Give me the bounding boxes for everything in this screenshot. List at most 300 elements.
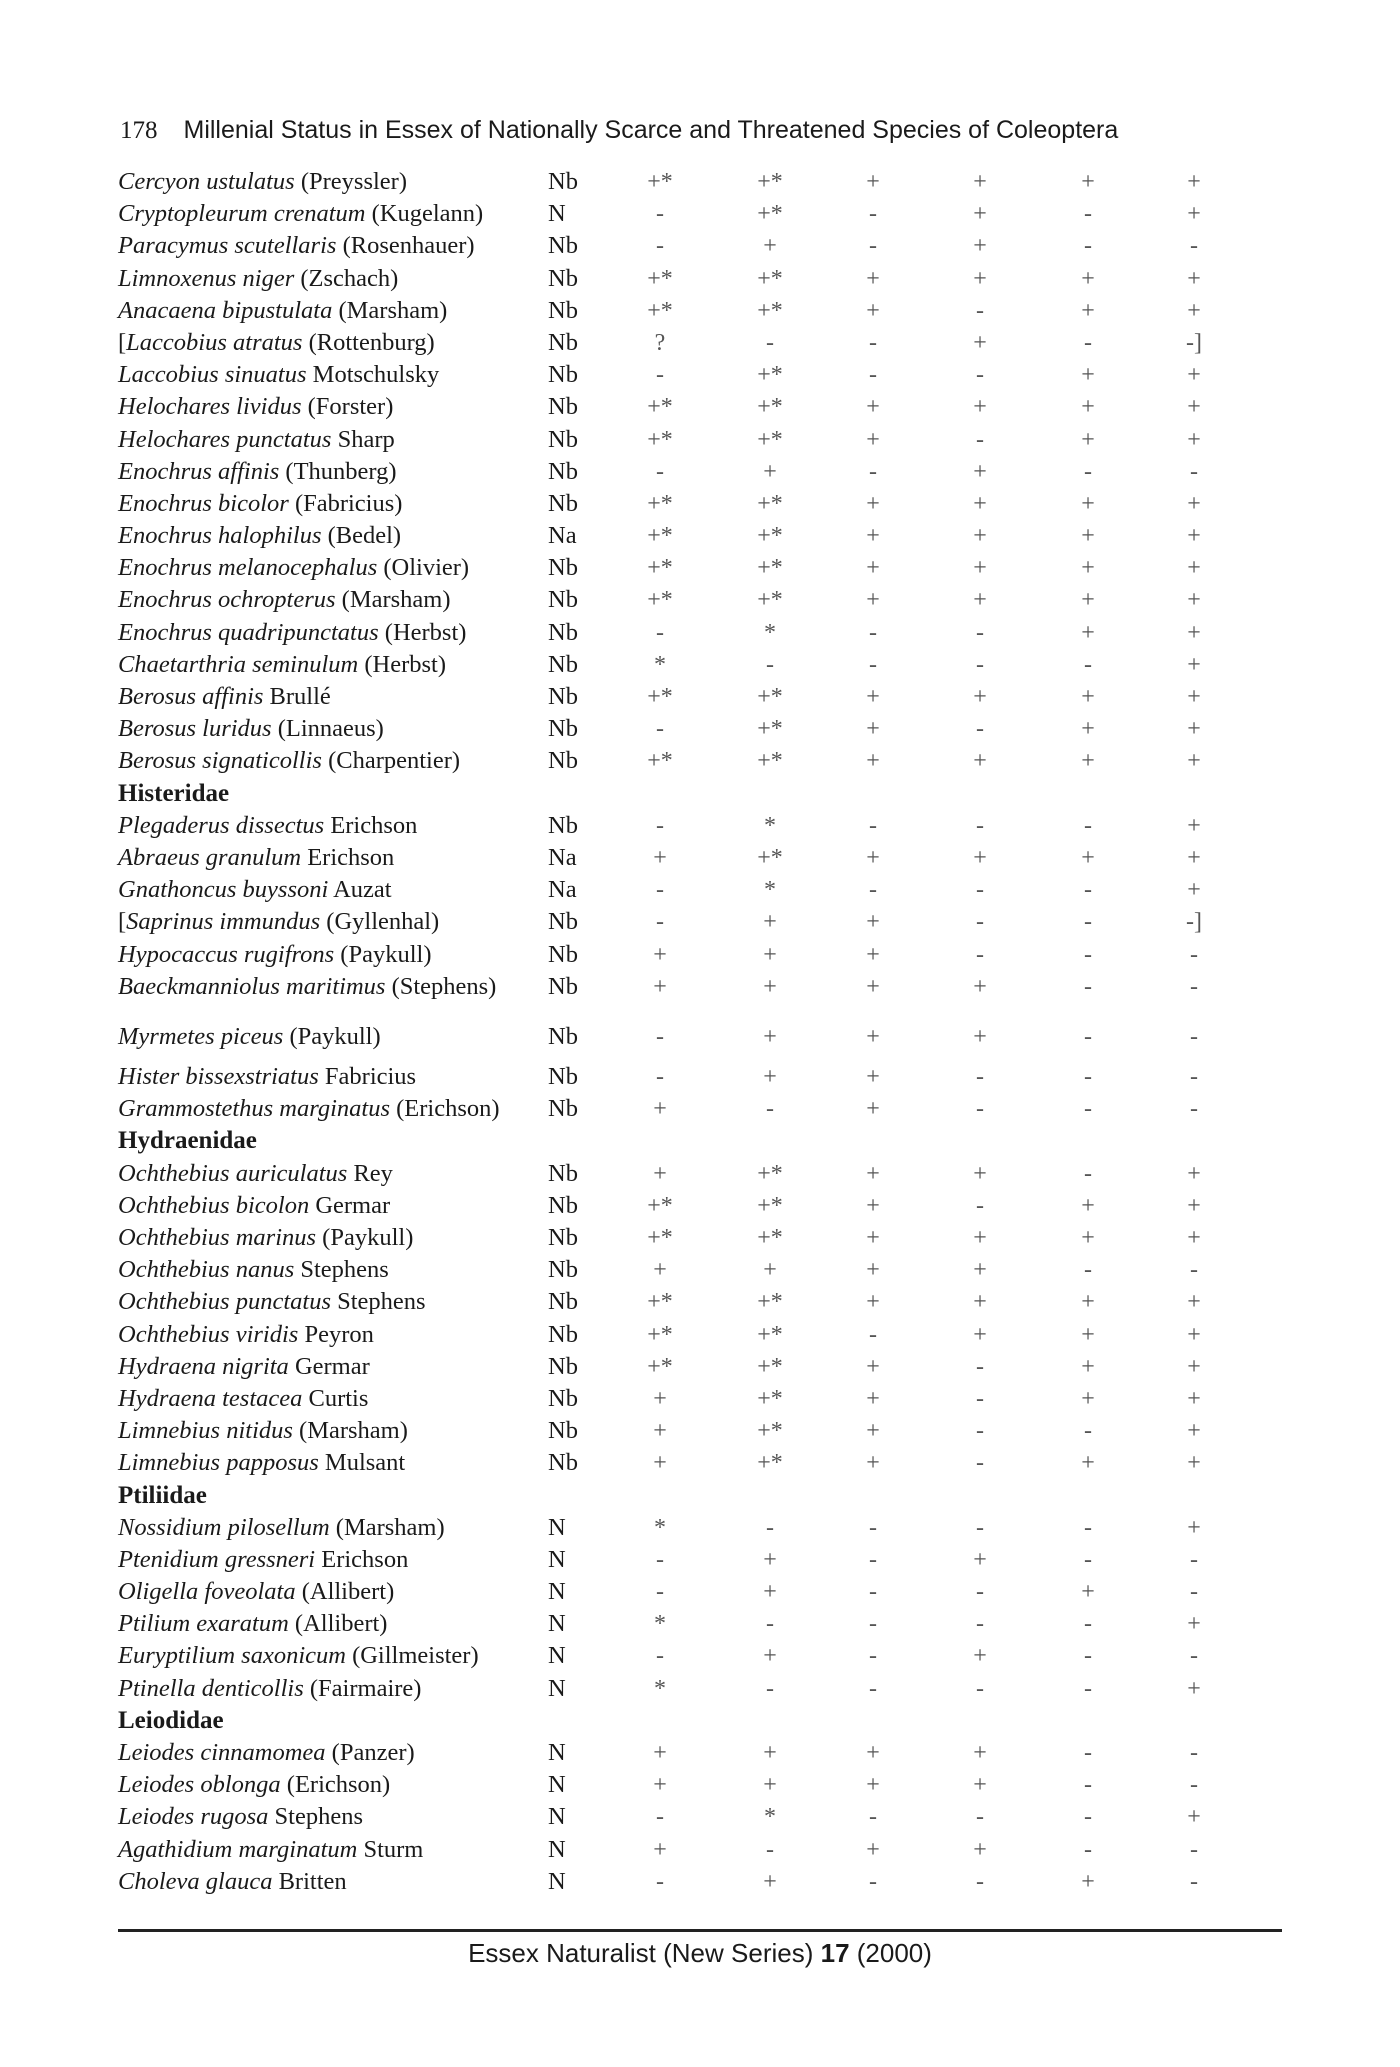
species-row	[118, 488, 1268, 520]
record-cell-col5: +	[1081, 1225, 1095, 1251]
record-cell-col1: +	[653, 1385, 667, 1412]
record-cell-col3: +	[866, 716, 880, 743]
status-code: N	[548, 1739, 566, 1766]
record-cell-col4: +	[973, 1023, 987, 1050]
status-code: Nb	[548, 1256, 578, 1284]
status-code: Nb	[548, 650, 578, 678]
status-code: Nb	[548, 1288, 578, 1316]
record-cell-col3: +	[866, 555, 880, 582]
status-code: Nb	[548, 554, 578, 582]
record-cell-col3: -	[869, 233, 877, 260]
record-cell-col1: +	[653, 1450, 667, 1477]
record-cell-col2: +*	[757, 201, 783, 228]
species-binomial: Hister bissexstriatus	[118, 1063, 319, 1091]
species-name	[118, 1640, 479, 1672]
record-cell-col1: +	[653, 1096, 667, 1123]
record-cell-col5: +	[1081, 1192, 1095, 1219]
species-author: (Marsham)	[332, 296, 448, 324]
species-author: (Herbst)	[358, 650, 447, 678]
record-cell-col6: +	[1187, 619, 1201, 646]
record-cell-col5: -	[1084, 1772, 1092, 1799]
status-code: Nb	[548, 1384, 578, 1412]
record-cell-col3: -	[869, 1546, 877, 1573]
record-cell-col3: -	[869, 1643, 877, 1670]
species-name	[118, 745, 460, 777]
species-name	[118, 1319, 374, 1351]
species-row	[118, 906, 1268, 938]
record-cell-col4: -	[976, 1514, 984, 1541]
status-code: Nb	[548, 489, 578, 517]
species-binomial: Laccobius sinuatus	[118, 361, 307, 389]
record-cell-col3: +	[866, 748, 880, 775]
species-binomial: Helochares punctatus	[118, 425, 332, 453]
record-cell-col5: -	[1084, 1804, 1092, 1831]
record-cell-col3: -	[869, 1514, 877, 1541]
record-cell-col2: -	[766, 1514, 774, 1541]
species-author: Stephens	[331, 1288, 426, 1316]
species-author: (Panzer)	[325, 1739, 415, 1766]
record-cell-col6: +	[1187, 1353, 1201, 1380]
record-cell-col4: -	[976, 1096, 984, 1123]
record-cell-col6: -	[1190, 1740, 1198, 1766]
record-cell-col4: -	[976, 651, 984, 678]
family-heading-row	[118, 1125, 1268, 1157]
record-cell-col1: -	[656, 201, 664, 228]
status-code: N	[548, 1513, 566, 1541]
species-binomial: Anacaena bipustulata	[118, 296, 333, 324]
species-row	[118, 939, 1268, 971]
record-cell-col6: +	[1187, 169, 1201, 195]
record-cell-col6: -	[1190, 1579, 1198, 1606]
species-row	[118, 1351, 1268, 1383]
species-binomial: Leiodes cinnamomea	[118, 1739, 326, 1766]
record-cell-col1: -	[656, 812, 664, 839]
record-cell-col5: +	[1081, 748, 1095, 775]
species-name	[118, 295, 447, 327]
species-author: (Erichson)	[280, 1771, 391, 1799]
species-name	[118, 327, 435, 359]
record-cell-col4: +	[973, 169, 987, 195]
record-cell-col3: -	[869, 362, 877, 389]
record-cell-col1: *	[654, 651, 666, 678]
record-cell-col3: +	[866, 941, 880, 968]
species-row	[118, 1608, 1268, 1640]
footer-journal: Essex Naturalist (New Series)	[468, 1938, 814, 1968]
species-author: (Herbst)	[378, 618, 467, 646]
record-cell-col1: +*	[647, 426, 673, 453]
record-cell-col3: +	[866, 1192, 880, 1219]
species-row	[118, 1222, 1268, 1254]
status-code: N	[548, 1545, 566, 1573]
species-name	[118, 1608, 387, 1640]
record-cell-col4: +	[973, 1740, 987, 1766]
species-binomial: Ptenidium gressneri	[118, 1545, 316, 1573]
record-cell-col5: -	[1084, 812, 1092, 839]
record-cell-col4: -	[976, 1418, 984, 1445]
species-author: (Rottenburg)	[302, 328, 435, 356]
record-cell-col6: +	[1187, 297, 1201, 324]
species-binomial: Enochrus ochropterus	[118, 586, 336, 614]
species-binomial: Plegaderus dissectus	[118, 811, 325, 839]
record-cell-col3: -	[869, 1675, 877, 1702]
record-cell-col1: +	[653, 973, 667, 1000]
species-name	[118, 1673, 421, 1705]
record-cell-col6: +	[1187, 1804, 1201, 1831]
record-cell-col2: +	[763, 1257, 777, 1284]
species-author: (Preyssler)	[294, 168, 407, 195]
species-name	[118, 713, 384, 745]
species-binomial: Helochares lividus	[118, 393, 302, 421]
record-cell-col3: -	[869, 1611, 877, 1638]
species-binomial: Grammostethus marginatus	[118, 1095, 391, 1123]
species-binomial: Leiodes oblonga	[118, 1771, 281, 1799]
record-cell-col3: +	[866, 684, 880, 710]
record-cell-col4: -	[976, 1385, 984, 1412]
record-cell-col3: +	[866, 1064, 880, 1091]
record-cell-col1: +*	[647, 265, 673, 292]
record-cell-col4: +	[973, 1225, 987, 1251]
species-author: Motschulsky	[306, 361, 440, 389]
record-cell-col6: +	[1187, 651, 1201, 678]
species-author: (Charpentier)	[321, 747, 461, 775]
species-binomial: Abraeus granulum	[118, 843, 302, 871]
status-code: N	[548, 1674, 566, 1702]
record-cell-col6: +	[1187, 877, 1201, 904]
species-row	[118, 1576, 1268, 1608]
record-cell-col3: -	[869, 812, 877, 839]
record-cell-col2: +	[763, 941, 777, 968]
record-cell-col3: -	[869, 329, 877, 356]
record-cell-col5: -	[1084, 651, 1092, 678]
record-cell-col2: +	[763, 1772, 777, 1799]
species-name	[118, 1383, 368, 1415]
record-cell-col2: +*	[757, 265, 783, 292]
record-cell-col4: +	[973, 1257, 987, 1284]
species-name	[118, 1512, 445, 1544]
record-cell-col4: +	[973, 523, 987, 550]
species-author: (Marsham)	[329, 1513, 445, 1541]
species-author: (Zschach)	[294, 264, 399, 292]
record-cell-col3: +	[866, 523, 880, 550]
record-cell-col4: -	[976, 1611, 984, 1638]
record-cell-col3: -	[869, 877, 877, 904]
species-binomial: Cryptopleurum crenatum	[118, 200, 366, 228]
status-code: Nb	[548, 586, 578, 614]
species-row	[118, 198, 1268, 230]
species-row	[118, 1737, 1268, 1769]
species-name	[118, 1769, 390, 1801]
record-cell-col5: +	[1081, 619, 1095, 646]
record-cell-col1: +*	[647, 555, 673, 582]
record-cell-col6: +	[1187, 394, 1201, 421]
species-name	[118, 906, 439, 938]
species-name	[118, 1222, 413, 1254]
record-cell-col3: +	[866, 973, 880, 1000]
page-header	[120, 116, 1210, 145]
species-table	[118, 166, 1268, 1898]
species-author: Sharp	[331, 425, 395, 453]
status-code: N	[548, 1578, 566, 1606]
species-name	[118, 520, 401, 552]
record-cell-col3: +	[866, 1353, 880, 1380]
species-author: (Fabricius)	[288, 489, 403, 517]
species-author: Stephens	[268, 1803, 364, 1831]
record-cell-col6: -	[1190, 458, 1198, 485]
species-binomial: Ochthebius nanus	[118, 1256, 295, 1284]
record-cell-col5: +	[1081, 1868, 1095, 1895]
record-cell-col1: +	[653, 941, 667, 968]
species-author: (Kugelann)	[365, 200, 484, 228]
status-code: Nb	[548, 715, 578, 743]
species-row	[118, 1319, 1268, 1351]
species-name	[118, 810, 417, 842]
record-cell-col4: -	[976, 1868, 984, 1895]
species-author: (Fairmaire)	[303, 1674, 422, 1702]
record-cell-col2: +	[763, 1643, 777, 1670]
record-cell-col2: +*	[757, 684, 783, 710]
record-cell-col1: -	[656, 1868, 664, 1895]
record-cell-col2: +*	[757, 1353, 783, 1380]
species-row	[118, 520, 1268, 552]
record-cell-col2: +*	[757, 716, 783, 743]
record-cell-col5: -	[1084, 1257, 1092, 1284]
species-author: (Erichson)	[390, 1095, 500, 1123]
record-cell-col1: -	[656, 1546, 664, 1573]
status-code: Na	[548, 876, 577, 904]
status-code: Nb	[548, 811, 578, 839]
species-row	[118, 810, 1268, 842]
record-cell-col5: -	[1084, 1514, 1092, 1541]
species-row	[118, 681, 1268, 713]
species-row	[118, 1544, 1268, 1576]
species-author: Germar	[309, 1191, 391, 1219]
record-cell-col4: +	[973, 265, 987, 292]
species-author: (Paykull)	[334, 940, 432, 968]
species-name	[118, 1286, 426, 1318]
species-row	[118, 263, 1268, 295]
record-cell-col3: -	[869, 1804, 877, 1831]
record-cell-col6: +	[1187, 201, 1201, 228]
record-cell-col4: -	[976, 426, 984, 453]
record-cell-col3: -	[869, 1321, 877, 1348]
record-cell-col4: -	[976, 1450, 984, 1477]
status-code: Nb	[548, 972, 578, 1000]
record-cell-col2: -	[766, 1096, 774, 1123]
record-cell-col6: +	[1187, 1514, 1201, 1541]
species-author: (Linnaeus)	[271, 715, 384, 743]
record-cell-col3: +	[866, 1418, 880, 1445]
status-code: Nb	[548, 1095, 578, 1123]
status-code: N	[548, 1867, 566, 1895]
species-row	[118, 649, 1268, 681]
status-code: Nb	[548, 1063, 578, 1091]
species-name	[118, 488, 402, 520]
record-cell-col5: +	[1081, 716, 1095, 743]
record-cell-col6: +	[1187, 684, 1201, 710]
species-name	[118, 1021, 381, 1053]
species-row	[118, 391, 1268, 423]
species-row	[118, 1021, 1268, 1053]
record-cell-col5: +	[1081, 169, 1095, 195]
record-cell-col1: +*	[647, 169, 673, 195]
record-cell-col6: -	[1190, 1546, 1198, 1573]
record-cell-col5: +	[1081, 555, 1095, 582]
species-binomial: Myrmetes piceus	[118, 1022, 284, 1050]
record-cell-col5: -	[1084, 458, 1092, 485]
species-name	[118, 1576, 394, 1608]
record-cell-col1: +*	[647, 394, 673, 421]
record-cell-col4: +	[973, 394, 987, 421]
species-binomial: Hydraena testacea	[118, 1384, 303, 1412]
status-code: Nb	[548, 328, 578, 356]
record-cell-col2: +	[763, 233, 777, 260]
species-binomial: Cercyon ustulatus	[118, 168, 295, 195]
species-binomial: Paracymus scutellaris	[118, 232, 337, 260]
record-cell-col1: +	[653, 1772, 667, 1799]
record-cell-col5: +	[1081, 297, 1095, 324]
species-author: (Gillmeister)	[345, 1642, 479, 1670]
status-code: Nb	[548, 940, 578, 968]
species-author: (Allibert)	[288, 1610, 388, 1638]
species-row	[118, 1512, 1268, 1544]
record-cell-col5: -	[1084, 1160, 1092, 1187]
species-author: Mulsant	[318, 1449, 406, 1477]
species-author: Britten	[272, 1867, 347, 1895]
record-cell-col2: +	[763, 1579, 777, 1606]
species-name	[118, 842, 394, 874]
species-binomial: Saprinus immundus	[126, 908, 321, 936]
record-cell-col2: +	[763, 458, 777, 485]
species-row	[118, 1640, 1268, 1672]
species-name	[118, 971, 496, 1003]
status-code: Nb	[548, 747, 578, 775]
status-code: Nb	[548, 232, 578, 260]
record-cell-col1: -	[656, 877, 664, 904]
status-code: N	[548, 200, 566, 228]
record-cell-col5: -	[1084, 1064, 1092, 1091]
record-cell-col6: -	[1190, 1064, 1198, 1091]
record-cell-col3: +	[866, 426, 880, 453]
record-cell-col5: +	[1081, 1450, 1095, 1477]
status-code: Na	[548, 522, 577, 550]
species-binomial: Berosus luridus	[118, 715, 272, 743]
record-cell-col2: +*	[757, 523, 783, 550]
record-cell-col4: -	[976, 812, 984, 839]
record-cell-col4: -	[976, 297, 984, 324]
record-cell-col4: -	[976, 1579, 984, 1606]
species-row	[118, 1190, 1268, 1222]
record-cell-col3: -	[869, 458, 877, 485]
record-cell-col6: +	[1187, 587, 1201, 614]
record-cell-col4: +	[973, 1772, 987, 1799]
record-cell-col2: +	[763, 1023, 777, 1050]
record-cell-col3: +	[866, 587, 880, 614]
species-name	[118, 230, 475, 262]
record-cell-col6: +	[1187, 1289, 1201, 1316]
record-cell-col1: -	[656, 1064, 664, 1091]
record-cell-col2: +	[763, 909, 777, 936]
footer-volume: 17	[820, 1938, 850, 1968]
page-footer	[0, 1938, 1400, 1969]
species-author: Sturm	[357, 1835, 424, 1863]
record-cell-col6: +	[1187, 748, 1201, 775]
record-cell-col2: +*	[757, 587, 783, 614]
species-row	[118, 424, 1268, 456]
record-cell-col6: +	[1187, 716, 1201, 743]
record-cell-col2: +*	[757, 169, 783, 195]
species-binomial: Baeckmanniolus maritimus	[118, 972, 386, 1000]
record-cell-col2: -	[766, 1611, 774, 1638]
species-row	[118, 552, 1268, 584]
record-cell-col3: +	[866, 297, 880, 324]
species-binomial: Gnathoncus buyssoni	[118, 876, 329, 904]
record-cell-col5: +	[1081, 362, 1095, 389]
species-author: (Marsham)	[335, 586, 451, 614]
record-cell-col2: +*	[757, 1192, 783, 1219]
record-cell-col1: -	[656, 233, 664, 260]
species-binomial: Ptilium exaratum	[118, 1610, 289, 1638]
record-cell-col4: +	[973, 1836, 987, 1863]
species-name	[118, 1866, 347, 1898]
status-code: Nb	[548, 457, 578, 485]
record-cell-col5: -	[1084, 1611, 1092, 1638]
species-binomial: Enochrus quadripunctatus	[118, 618, 379, 646]
status-code: N	[548, 1835, 566, 1863]
record-cell-col1: -	[656, 1804, 664, 1831]
record-cell-col6: +	[1187, 1450, 1201, 1477]
record-cell-col5: -	[1084, 1418, 1092, 1445]
record-cell-col4: +	[973, 973, 987, 1000]
record-cell-col6: -	[1190, 1836, 1198, 1863]
record-cell-col6: +	[1187, 1675, 1201, 1702]
record-cell-col2: +*	[757, 844, 783, 871]
record-cell-col3: +	[866, 1740, 880, 1766]
record-cell-col2: *	[764, 877, 776, 904]
species-author: Stephens	[294, 1256, 389, 1284]
footer-rule	[118, 1929, 1282, 1932]
species-row	[118, 617, 1268, 649]
species-row	[118, 1061, 1268, 1093]
record-cell-col3: +	[866, 1289, 880, 1316]
record-cell-col5: -	[1084, 1023, 1092, 1050]
species-author: Peyron	[298, 1320, 374, 1348]
status-code: Nb	[548, 425, 578, 453]
record-cell-col6: -	[1190, 1257, 1198, 1284]
record-cell-col1: +*	[647, 1192, 673, 1219]
status-code: Nb	[548, 296, 578, 324]
species-binomial: Enochrus melanocephalus	[118, 554, 378, 582]
record-cell-col5: +	[1081, 844, 1095, 871]
species-binomial: Leiodes rugosa	[118, 1803, 269, 1831]
family-heading: Hydraenidae	[118, 1127, 257, 1155]
species-name	[118, 1158, 393, 1190]
species-author: (Stephens)	[385, 972, 497, 1000]
record-cell-col6: +	[1187, 426, 1201, 453]
record-cell-col5: -	[1084, 877, 1092, 904]
species-binomial: Berosus signaticollis	[118, 747, 322, 775]
species-row	[118, 1447, 1268, 1479]
species-name	[118, 649, 446, 681]
species-row	[118, 1093, 1268, 1125]
page-number: 178	[120, 117, 158, 144]
record-cell-col3: +	[866, 394, 880, 421]
record-cell-col1: +	[653, 1257, 667, 1284]
species-binomial: Hydraena nigrita	[118, 1352, 289, 1380]
species-row	[118, 1769, 1268, 1801]
record-cell-col1: ?	[654, 329, 666, 356]
record-cell-col5: -	[1084, 201, 1092, 228]
species-row	[118, 971, 1268, 1003]
